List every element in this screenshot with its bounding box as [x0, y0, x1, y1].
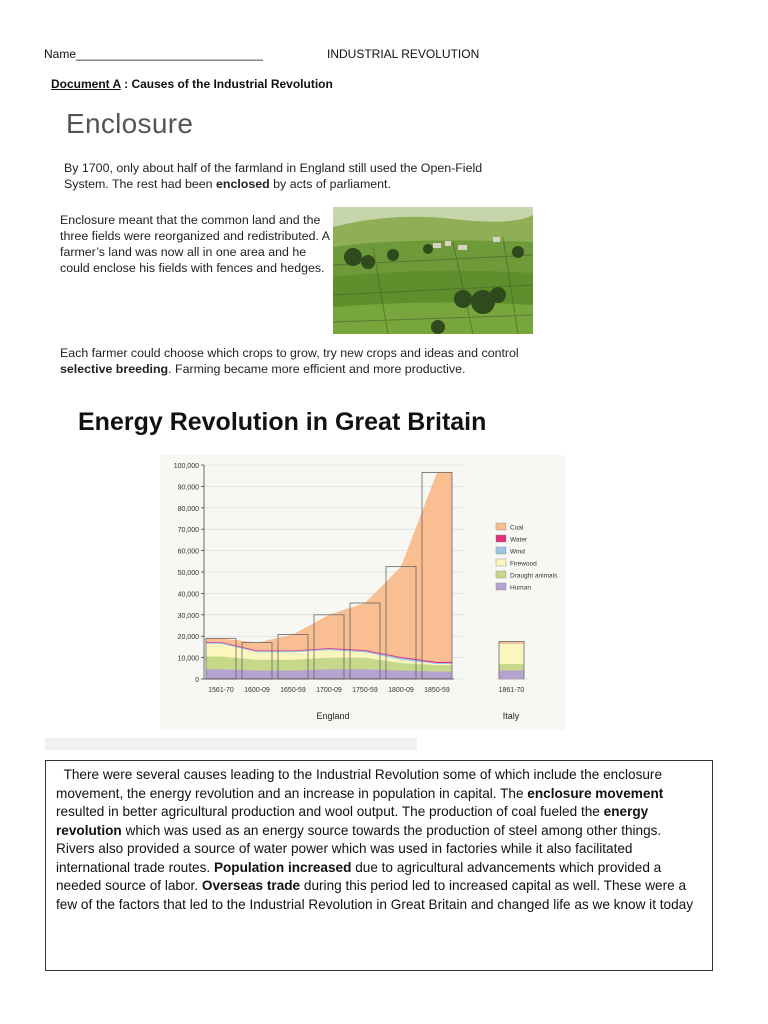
legend-label: Water	[510, 536, 528, 544]
enclosure-paragraph-2: Enclosure meant that the common land and the three fields were reorganized and redistributed. A farmer’s land was now all in one area and he could enclose his fields with fences and hedges.	[60, 213, 330, 275]
legend-swatch-water	[496, 535, 506, 542]
name-field	[44, 47, 263, 61]
legend-swatch-human	[496, 583, 506, 590]
summary-text-4: due to agricultural advancements which provided a needed source of labor.	[56, 859, 662, 893]
y-tick-label: 60,000	[177, 548, 199, 556]
legend-label: Firewood	[510, 560, 537, 568]
summary-text-1: There were several causes leading to the Industrial Revolution some of which include the enclosure movement, the energy revolution and an increase in population in capital. The	[56, 767, 663, 801]
energy-chart	[160, 455, 565, 730]
y-tick-label: 80,000	[177, 505, 199, 513]
x-tick-label: 1850-59	[424, 687, 450, 694]
legend-swatch-draught-animals	[496, 571, 506, 578]
enc-p1-text-a: By 1700, only about half of the farmland in England still used the Open-Field System. The rest had been	[64, 161, 483, 191]
x-tick-label: 1561-70	[208, 687, 234, 694]
group-label-england: England	[316, 711, 350, 721]
name-blank: ____________________________	[76, 47, 263, 61]
document-separator: :	[120, 77, 132, 91]
enc-p1-bold: enclosed	[216, 177, 270, 191]
enc-p3-bold: selective breeding	[60, 362, 169, 376]
legend-label: Draught animals	[510, 572, 558, 580]
worksheet-title: INDUSTRIAL REVOLUTION	[327, 47, 480, 61]
legend-swatch-wind	[496, 547, 506, 554]
enclosure-paragraph-3	[60, 345, 530, 377]
landscape-photo	[333, 207, 533, 334]
y-tick-label: 10,000	[177, 655, 199, 663]
document-subtitle: Causes of the Industrial Revolution	[131, 77, 333, 91]
y-tick-label: 30,000	[177, 612, 199, 620]
enc-p3-text-a: Each farmer could choose which crops to grow, try new crops and ideas and control	[60, 346, 519, 360]
summary-text-2: resulted in better agricultural production and wool output. The production of coal fueled the	[56, 804, 604, 819]
enc-p1-text-b: by acts of parliament.	[269, 177, 391, 191]
grey-strip	[45, 738, 417, 750]
y-tick-label: 100,000	[173, 463, 199, 470]
x-tick-label: 1750-59	[352, 687, 378, 694]
legend-swatch-coal	[496, 523, 506, 530]
x-tick-label: 1861-70	[498, 687, 525, 694]
summary-text-3: which was used as an energy source towards the production of steel among other things. Rivers also provided a source of water power which was used in factories while it also facilitated international trade routes.	[56, 822, 662, 875]
x-tick-label: 1800-09	[388, 687, 414, 694]
y-tick-label: 0	[195, 677, 199, 684]
summary-text-5: during this period led to increased capital as well. These were a few of the factors that led to the Industrial Revolution in Great Britain and changed life as we know it today	[56, 878, 694, 912]
summary-bold-1: enclosure movement	[527, 785, 664, 801]
legend-swatch-firewood	[496, 559, 506, 566]
x-tick-label: 1600-09	[244, 687, 270, 694]
summary-box	[45, 760, 713, 971]
y-tick-label: 70,000	[177, 527, 199, 535]
y-tick-label: 90,000	[177, 484, 199, 492]
x-tick-label: 1700-09	[316, 687, 342, 694]
legend-label: Human	[510, 584, 531, 592]
summary-bold-2: energy revolution	[56, 804, 649, 838]
enclosure-paragraph-1	[64, 160, 524, 192]
legend-label: Wind	[510, 548, 525, 556]
y-tick-label: 20,000	[177, 634, 199, 642]
y-tick-label: 40,000	[177, 591, 199, 599]
summary-bold-4: Overseas trade	[201, 878, 301, 893]
y-tick-label: 50,000	[177, 570, 199, 577]
area-human	[499, 670, 524, 679]
group-label-italy: Italy	[502, 711, 520, 721]
document-title	[51, 77, 333, 91]
legend-label: Coal	[510, 524, 524, 532]
summary-bold-3: Population increased	[213, 859, 352, 875]
energy-heading: Energy Revolution in Great Britain	[78, 408, 487, 436]
enclosure-heading: Enclosure	[66, 108, 194, 139]
document-label: Document A	[51, 77, 121, 91]
x-tick-label: 1650-59	[280, 687, 306, 694]
enc-p3-text-b: . Farming became more efficient and more productive.	[168, 362, 466, 376]
name-label: Name	[44, 47, 77, 61]
